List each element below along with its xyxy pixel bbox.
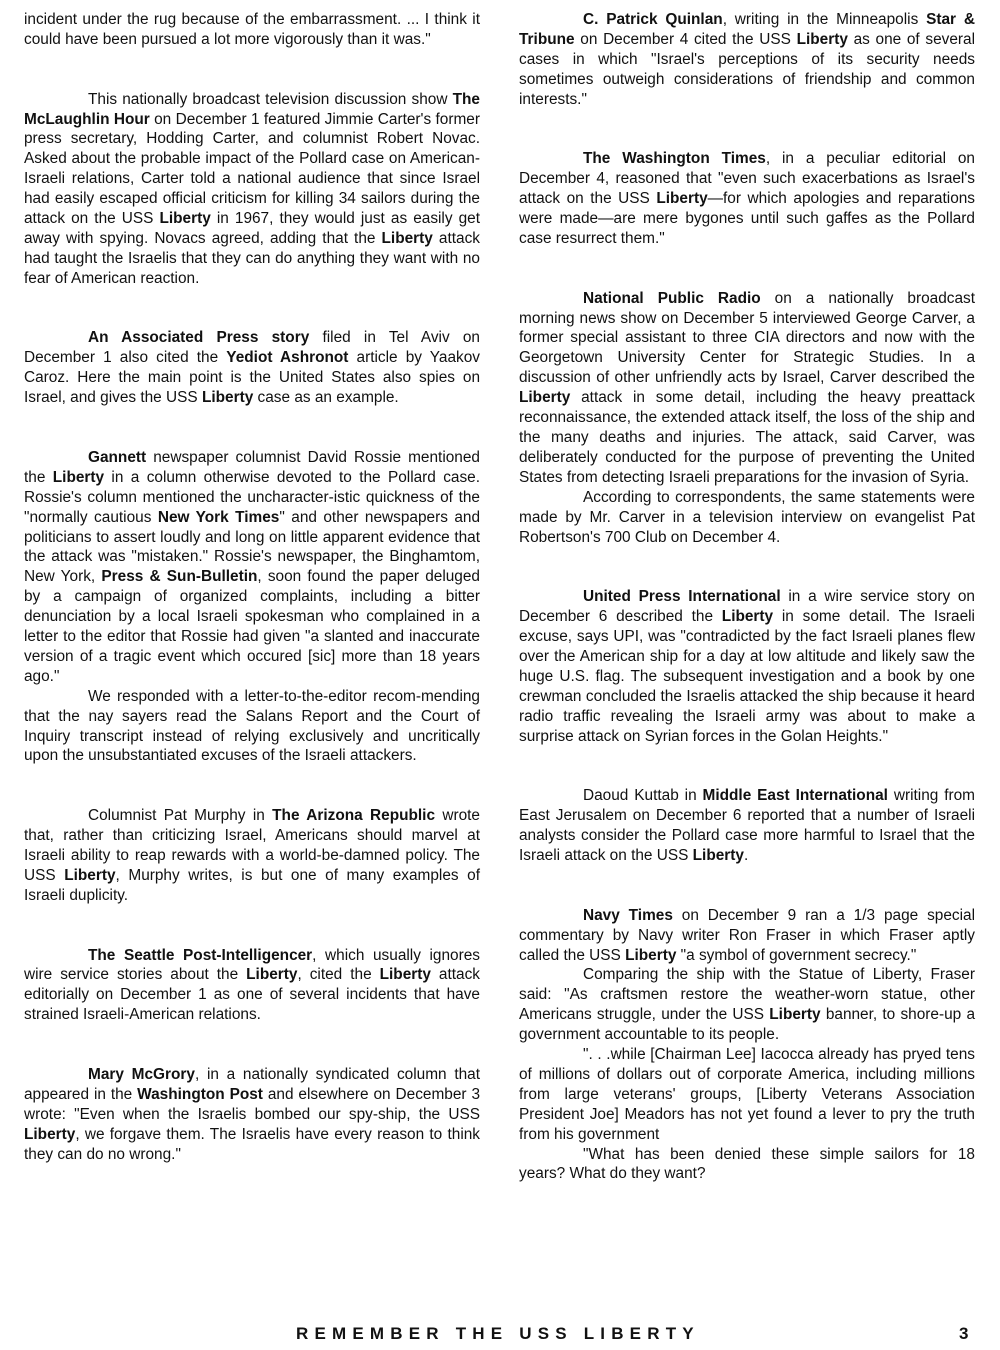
text-run: as one of several cases in which "Israel's perceptions of its security needs sometimes outweigh considerations of friendship and common interests." bbox=[519, 30, 975, 108]
text-run: attack in some detail, including the heavy preattack reconnaissance, the extended attack itself, the loss of the ship and the many deaths and injuries. The attack, said Carver, was deliberately conducted for the purpose of preventing the United States from detecting Israeli preparations for the invasion of Syria. bbox=[519, 389, 975, 486]
text-run: on December 1 featured Jimmie Carter's former press secretary, Hodding Carter, and columnist Robert Novac. Asked about the probable impact of the Pollard case on American-Israeli relations, Carter told a national audience that since Israel had easily escaped official criticism for killing 34 sailors during the attack on the USS bbox=[24, 110, 480, 228]
text-run: ". . .while [Chairman Lee] Iacocca already has pryed tens of millions of dollars out of corporate America, including millions from large veterans' groups, [Liberty Veterans Association President Joe] Meadors has not yet found a lever to pry the truth from his government bbox=[519, 1046, 975, 1143]
paragraph bbox=[519, 289, 975, 488]
right-column bbox=[519, 10, 975, 1184]
text-run: incident under the rug because of the embarrassment. ... I think it could have been pursued a lot more vigorously than it was." bbox=[24, 11, 480, 48]
bold-text: National Public Radio bbox=[583, 289, 761, 307]
text-run: , in a peculiar editorial on December 4, reasoned that "even such exacerbations as Israel's attack on the USS bbox=[519, 150, 975, 208]
bold-text: Star & Tribune bbox=[519, 11, 975, 48]
text-run: Columnist Pat Murphy in bbox=[88, 807, 273, 825]
text-run: , Murphy writes, is but one of many examples of Israeli duplicity. bbox=[24, 866, 480, 904]
text-run: " and other newspapers and politicians to assert loudly and long on little apparent evidence that the attack was "mistaken." Rossie's newspaper, the Binghamtom, New York, bbox=[24, 508, 481, 586]
text-run: This nationally broadcast television discussion show bbox=[88, 90, 453, 108]
text-run: newspaper columnist David Rossie mentioned the bbox=[24, 448, 480, 486]
text-run: According to correspondents, the same statements were made by Mr. Carver in a television interview on evangelist Pat Robertson's 700 Club on December 4. bbox=[519, 488, 975, 546]
bold-text: Liberty bbox=[64, 866, 116, 884]
text-run: article by Yaakov Caroz. Here the main point is the United States also spies on Israel, and gives the USS bbox=[24, 349, 480, 407]
bold-text: Press & Sun-Bulletin bbox=[101, 568, 258, 586]
paragraph bbox=[519, 149, 975, 249]
bold-text: Gannett bbox=[88, 448, 147, 466]
text-run: , soon found the paper deluged by a campaign of organized complaints, including a bitter denunciation by a local Israeli spokesman who complained in a letter to the editor that Rossie had given "a slanted and inaccurate version of a tragic event which occured [sic] more than 18 years ago." bbox=[24, 568, 480, 685]
text-run: , we forgave them. The Israelis have every reason to think they can do no wrong." bbox=[24, 1125, 480, 1163]
bold-text: Middle East International bbox=[702, 787, 888, 805]
bold-text: Liberty bbox=[246, 966, 298, 984]
bold-text: Liberty bbox=[24, 1125, 76, 1143]
text-run: case as an example. bbox=[253, 389, 399, 407]
paragraph bbox=[24, 687, 480, 767]
bold-text: Liberty bbox=[159, 210, 211, 228]
text-run: "What has been denied these simple sailors for 18 years? What do they want? bbox=[519, 1145, 975, 1183]
bold-text: An Associated Press story bbox=[88, 329, 310, 347]
text-run: on a nationally broadcast morning news show on December 5 interviewed George Carver, a former special assistant to three CIA directors and now with the Georgetown University Center for Strategic Studies. In a discussion of other unfriendly acts by Israel, Carver described the bbox=[519, 289, 975, 387]
bold-text: Liberty bbox=[52, 468, 105, 486]
paragraph bbox=[519, 1145, 975, 1185]
text-run: wrote that, rather than criticizing Israel, Americans should marvel at Israeli ability to reap rewards with a world-be-damned policy. The USS bbox=[24, 807, 480, 884]
bold-text: Mary McGrory bbox=[88, 1065, 195, 1083]
bold-text: The McLaughlin Hour bbox=[24, 90, 480, 128]
bold-text: Liberty bbox=[656, 190, 708, 208]
paragraph bbox=[24, 90, 480, 289]
text-run: on December 4 cited the USS bbox=[574, 30, 797, 48]
bold-text: United Press International bbox=[583, 588, 781, 606]
bold-text: The Washington Times bbox=[583, 150, 766, 168]
text-run: , writing in the Minneapolis bbox=[722, 11, 927, 28]
paragraph bbox=[24, 806, 480, 906]
text-run: on December 9 ran a 1/3 page special commentary by Navy writer Ron Fraser in which Fraser aptly called the USS bbox=[519, 906, 975, 964]
paragraph bbox=[24, 1065, 480, 1165]
text-run: in a wire service story on December 6 described the bbox=[519, 588, 975, 626]
text-run: , which usually ignores wire service stories about the bbox=[24, 946, 480, 984]
text-run: banner, to shore-up a government accountable to its people. bbox=[519, 1006, 975, 1044]
bold-text: Washington Post bbox=[137, 1085, 263, 1103]
page-footer bbox=[0, 1324, 1000, 1348]
paragraph bbox=[24, 10, 480, 50]
bold-text: Liberty bbox=[769, 1006, 821, 1024]
text-run: , in a nationally syndicated column that appeared in the bbox=[24, 1065, 480, 1103]
bold-text: New York Times bbox=[157, 508, 280, 526]
paragraph bbox=[24, 946, 480, 1026]
paragraph bbox=[24, 328, 480, 408]
bold-text: C. Patrick Quinlan bbox=[583, 11, 723, 28]
bold-text: Liberty bbox=[381, 229, 433, 247]
bold-text: Liberty bbox=[519, 389, 571, 407]
text-run: writing from East Jerusalem on December 6 reported that a number of Israeli analysts consider the Pollard case more harmful to Israel that the Israeli attack on the USS bbox=[519, 787, 975, 864]
text-run: attack editorially on December 1 as one of several incidents that have strained Israeli-American relations. bbox=[24, 966, 480, 1024]
bold-text: Liberty bbox=[692, 847, 744, 864]
left-column bbox=[24, 10, 480, 1164]
bold-text: Liberty bbox=[625, 946, 677, 964]
bold-text: Liberty bbox=[721, 608, 774, 626]
text-run: in a column otherwise devoted to the Pollard case. Rossie's column mentioned the uncharacter-istic quickness of the "normally cautious bbox=[24, 468, 481, 526]
text-run: filed in Tel Aviv on December 1 also cited the bbox=[24, 329, 480, 367]
text-run: We responded with a letter-to-the-editor recom-mending that the nay sayers read the Salans Report and the Court of Inquiry transcript instead of relying exclusively and uncritically upon the unsubstantiated excuses of the Israeli attackers. bbox=[24, 687, 480, 765]
text-run: and elsewhere on December 3 wrote: "Even when the Israelis bombed our spy-ship, the USS bbox=[24, 1085, 480, 1123]
bold-text: Liberty bbox=[201, 389, 254, 407]
paragraph bbox=[519, 786, 975, 866]
bold-text: Liberty bbox=[379, 966, 431, 984]
text-run: —for which apologies and reparations were made—are mere bygones until such gaffes as the Pollard case resurrect them." bbox=[519, 190, 976, 247]
paragraph bbox=[519, 965, 975, 1045]
text-run: , cited the bbox=[297, 966, 380, 984]
bold-text: Navy Times bbox=[583, 906, 673, 924]
bold-text: Liberty bbox=[796, 30, 848, 48]
text-run: . bbox=[743, 847, 749, 864]
text-run: in some detail. The Israeli excuse, says UPI, was "contradicted by the fact Israeli planes flew over the American ship for a day at low altitude and likely saw the huge U.S. flag. The subsequent investigation and a book by one crewman concluded the Israelis attacked the ship because it heard radio traffic revealing the Israeli army was about to make a surprise attack on Syrian forces in the Golan Heights." bbox=[519, 608, 975, 745]
paragraph bbox=[519, 906, 975, 966]
bold-text: The Seattle Post-Intelligencer bbox=[88, 946, 313, 964]
text-run: "a symbol of government secrecy." bbox=[676, 946, 917, 964]
footer-title: REMEMBER THE USS LIBERTY bbox=[296, 1324, 700, 1343]
text-run: in 1967, they would just as easily get away with spying. Novacs agreed, adding that the bbox=[24, 210, 481, 247]
paragraph bbox=[519, 587, 975, 746]
paragraph bbox=[519, 488, 975, 548]
paragraph bbox=[519, 10, 975, 110]
bold-text: Yediot Ashronot bbox=[226, 349, 349, 367]
paragraph bbox=[519, 1045, 975, 1145]
text-run: attack had taught the Israelis that they can do anything they want with no fear of American reaction. bbox=[24, 229, 480, 287]
paragraph bbox=[24, 448, 480, 687]
bold-text: The Arizona Republic bbox=[272, 807, 436, 825]
text-run: Daoud Kuttab in bbox=[583, 787, 703, 805]
text-run: Comparing the ship with the Statue of Liberty, Fraser said: "As craftsmen restore the weather-worn statue, other Americans struggle, under the USS bbox=[519, 966, 975, 1024]
page-number: 3 bbox=[959, 1324, 969, 1343]
